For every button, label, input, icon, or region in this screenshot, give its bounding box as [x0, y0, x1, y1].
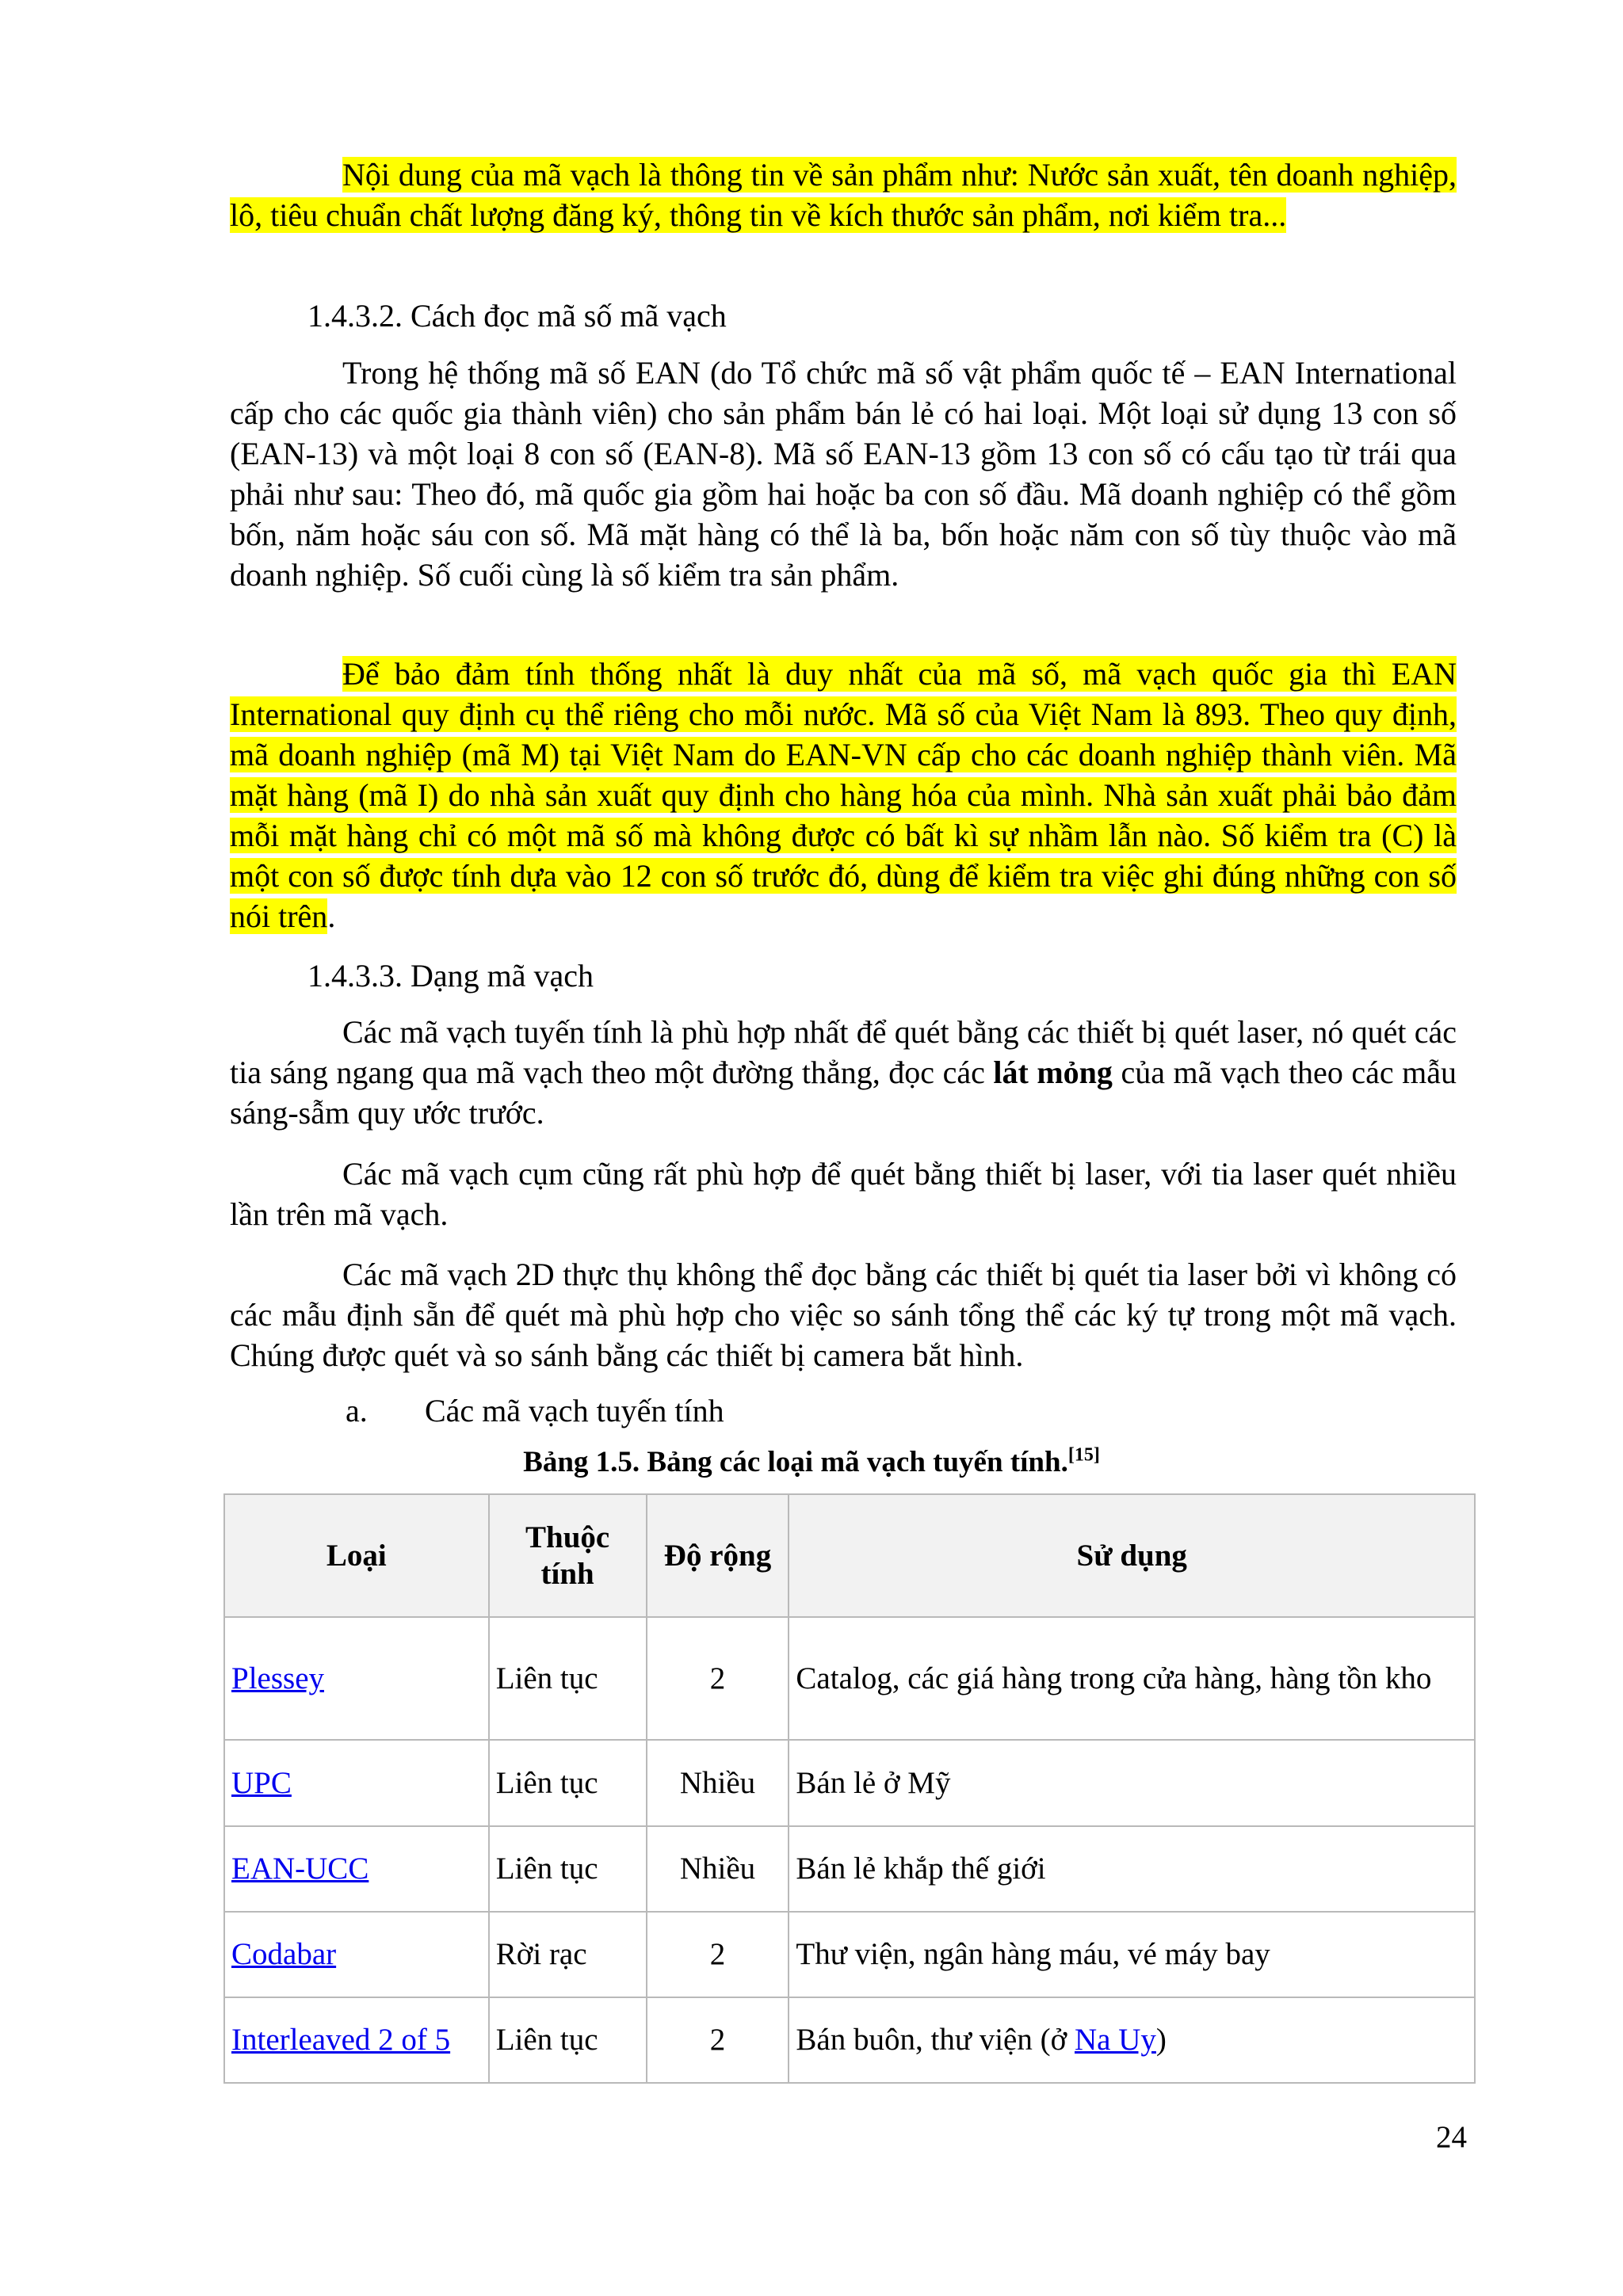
table-row: Interleaved 2 of 5 Liên tục 2 Bán buôn, thư viện (ở Na Uy) — [224, 1997, 1475, 2083]
paragraph-ean-system: Trong hệ thống mã số EAN (do Tổ chức mã số vật phẩm quốc tế – EAN International cấp cho các quốc gia thành viên) cho sản phẩm bán lẻ có hai loại. Một loại sử dụng 13 con số (EAN-13) và một loại 8 con số (EAN-8). Mã số EAN-13 gồm 13 con số có cấu tạo từ trái qua phải như sau: Theo đó, mã quốc gia gồm hai hoặc ba con số đầu. Mã doanh nghiệp có thể gồm bốn, năm hoặc sáu con số. Mã mặt hàng có thể là ba, bốn hoặc năm con số tùy thuộc vào mã doanh nghiệp. Số cuối cùng là số kiểm tra sản phẩm. — [230, 355, 1457, 593]
citation-ref: [15] — [1067, 1444, 1100, 1466]
link-ean-ucc[interactable]: EAN-UCC — [231, 1852, 369, 1886]
barcode-types-table — [223, 1493, 1476, 2084]
section-heading-reading-barcode: 1.4.3.2. Cách đọc mã số mã vạch — [307, 298, 727, 334]
header-attribute: Thuộc tính — [489, 1494, 647, 1617]
paragraph-stacked-barcodes: Các mã vạch cụm cũng rất phù hợp để quét bằng thiết bị laser, với tia laser quét nhiều lần trên mã vạch. — [230, 1156, 1457, 1232]
list-marker: a. — [346, 1393, 368, 1428]
table-row: UPC Liên tục Nhiều Bán lẻ ở Mỹ — [224, 1740, 1475, 1826]
table-row: Codabar Rời rạc 2 Thư viện, ngân hàng máu, vé máy bay — [224, 1912, 1475, 1997]
section-heading-barcode-types: 1.4.3.3. Dạng mã vạch — [307, 958, 594, 994]
paragraph-ean-vietnam: Để bảo đảm tính thống nhất là duy nhất của mã số, mã vạch quốc gia thì EAN International quy định cụ thể riêng cho mỗi nước. Mã số của Việt Nam là 893. Theo quy định, mã doanh nghiệp (mã M) tại Việt Nam do EAN-VN cấp cho các doanh nghiệp thành viên. Mã mặt hàng (mã I) do nhà sản xuất quy định cho hàng hóa của mình. Nhà sản xuất phải bảo đảm mỗi mặt hàng chỉ có một mã số mà không được có bất kì sự nhầm lẫn nào. Số kiểm tra (C) là một con số được tính dựa vào 12 con số trước đó, dùng để kiểm tra việc ghi đúng những con số nói trên. — [230, 656, 1457, 934]
paragraph-2d-barcodes: Các mã vạch 2D thực thụ không thể đọc bằng các thiết bị quét tia laser bởi vì không có các mẫu định sẵn để quét mà phù hợp cho việc so sánh tổng thể các ký tự trong một mã vạch. Chúng được quét và so sánh bằng các thiết bị camera bắt hình. — [230, 1257, 1457, 1373]
paragraph-linear-barcodes: Các mã vạch tuyến tính là phù hợp nhất để quét bằng các thiết bị quét laser, nó quét các tia sáng ngang qua mã vạch theo một đường thẳng, đọc các lát mỏng của mã vạch theo các mẫu sáng-sẫm quy ước trước. — [230, 1014, 1457, 1131]
link-na-uy[interactable]: Na Uy — [1074, 2023, 1156, 2057]
header-width: Độ rộng — [647, 1494, 789, 1617]
table-caption: Bảng 1.5. Bảng các loại mã vạch tuyến tính.[15] — [523, 1444, 1100, 1478]
link-plessey[interactable]: Plessey — [231, 1661, 324, 1695]
table-header-row — [224, 1494, 1475, 1617]
list-item-linear — [346, 1390, 724, 1431]
link-upc[interactable]: UPC — [231, 1765, 292, 1800]
link-interleaved-2-of-5[interactable]: Interleaved 2 of 5 — [231, 2023, 451, 2057]
highlighted-text: Để bảo đảm tính thống nhất là duy nhất của mã số, mã vạch quốc gia thì EAN International quy định cụ thể riêng cho mỗi nước. Mã số của Việt Nam là 893. Theo quy định, mã doanh nghiệp (mã M) tại Việt Nam do EAN-VN cấp cho các doanh nghiệp thành viên. Mã mặt hàng (mã I) do nhà sản xuất quy định cho hàng hóa của mình. Nhà sản xuất phải bảo đảm mỗi mặt hàng chỉ có một mã số mà không được có bất kì sự nhầm lẫn nào. Số kiểm tra (C) là một con số được tính dựa vào 12 con số trước đó, dùng để kiểm tra việc ghi đúng những con số nói trên — [230, 656, 1457, 934]
link-codabar[interactable]: Codabar — [231, 1937, 337, 1971]
list-item-text: Các mã vạch tuyến tính — [425, 1393, 724, 1428]
paragraph-barcode-content — [230, 154, 1457, 235]
table-row: Plessey Liên tục 2 Catalog, các giá hàng trong cửa hàng, hàng tồn kho — [224, 1617, 1475, 1740]
bold-term: lát mỏng — [993, 1055, 1113, 1090]
page-number: 24 — [1436, 2120, 1467, 2154]
header-type: Loại — [224, 1494, 489, 1617]
header-usage: Sử dụng — [789, 1494, 1475, 1617]
table-row: EAN-UCC Liên tục Nhiều Bán lẻ khắp thế giới — [224, 1826, 1475, 1912]
highlighted-text: Nội dung của mã vạch là thông tin về sản phẩm như: Nước sản xuất, tên doanh nghiệp, lô, tiêu chuẩn chất lượng đăng ký, thông tin về kích thước sản phẩm, nơi kiểm tra... — [230, 157, 1457, 233]
